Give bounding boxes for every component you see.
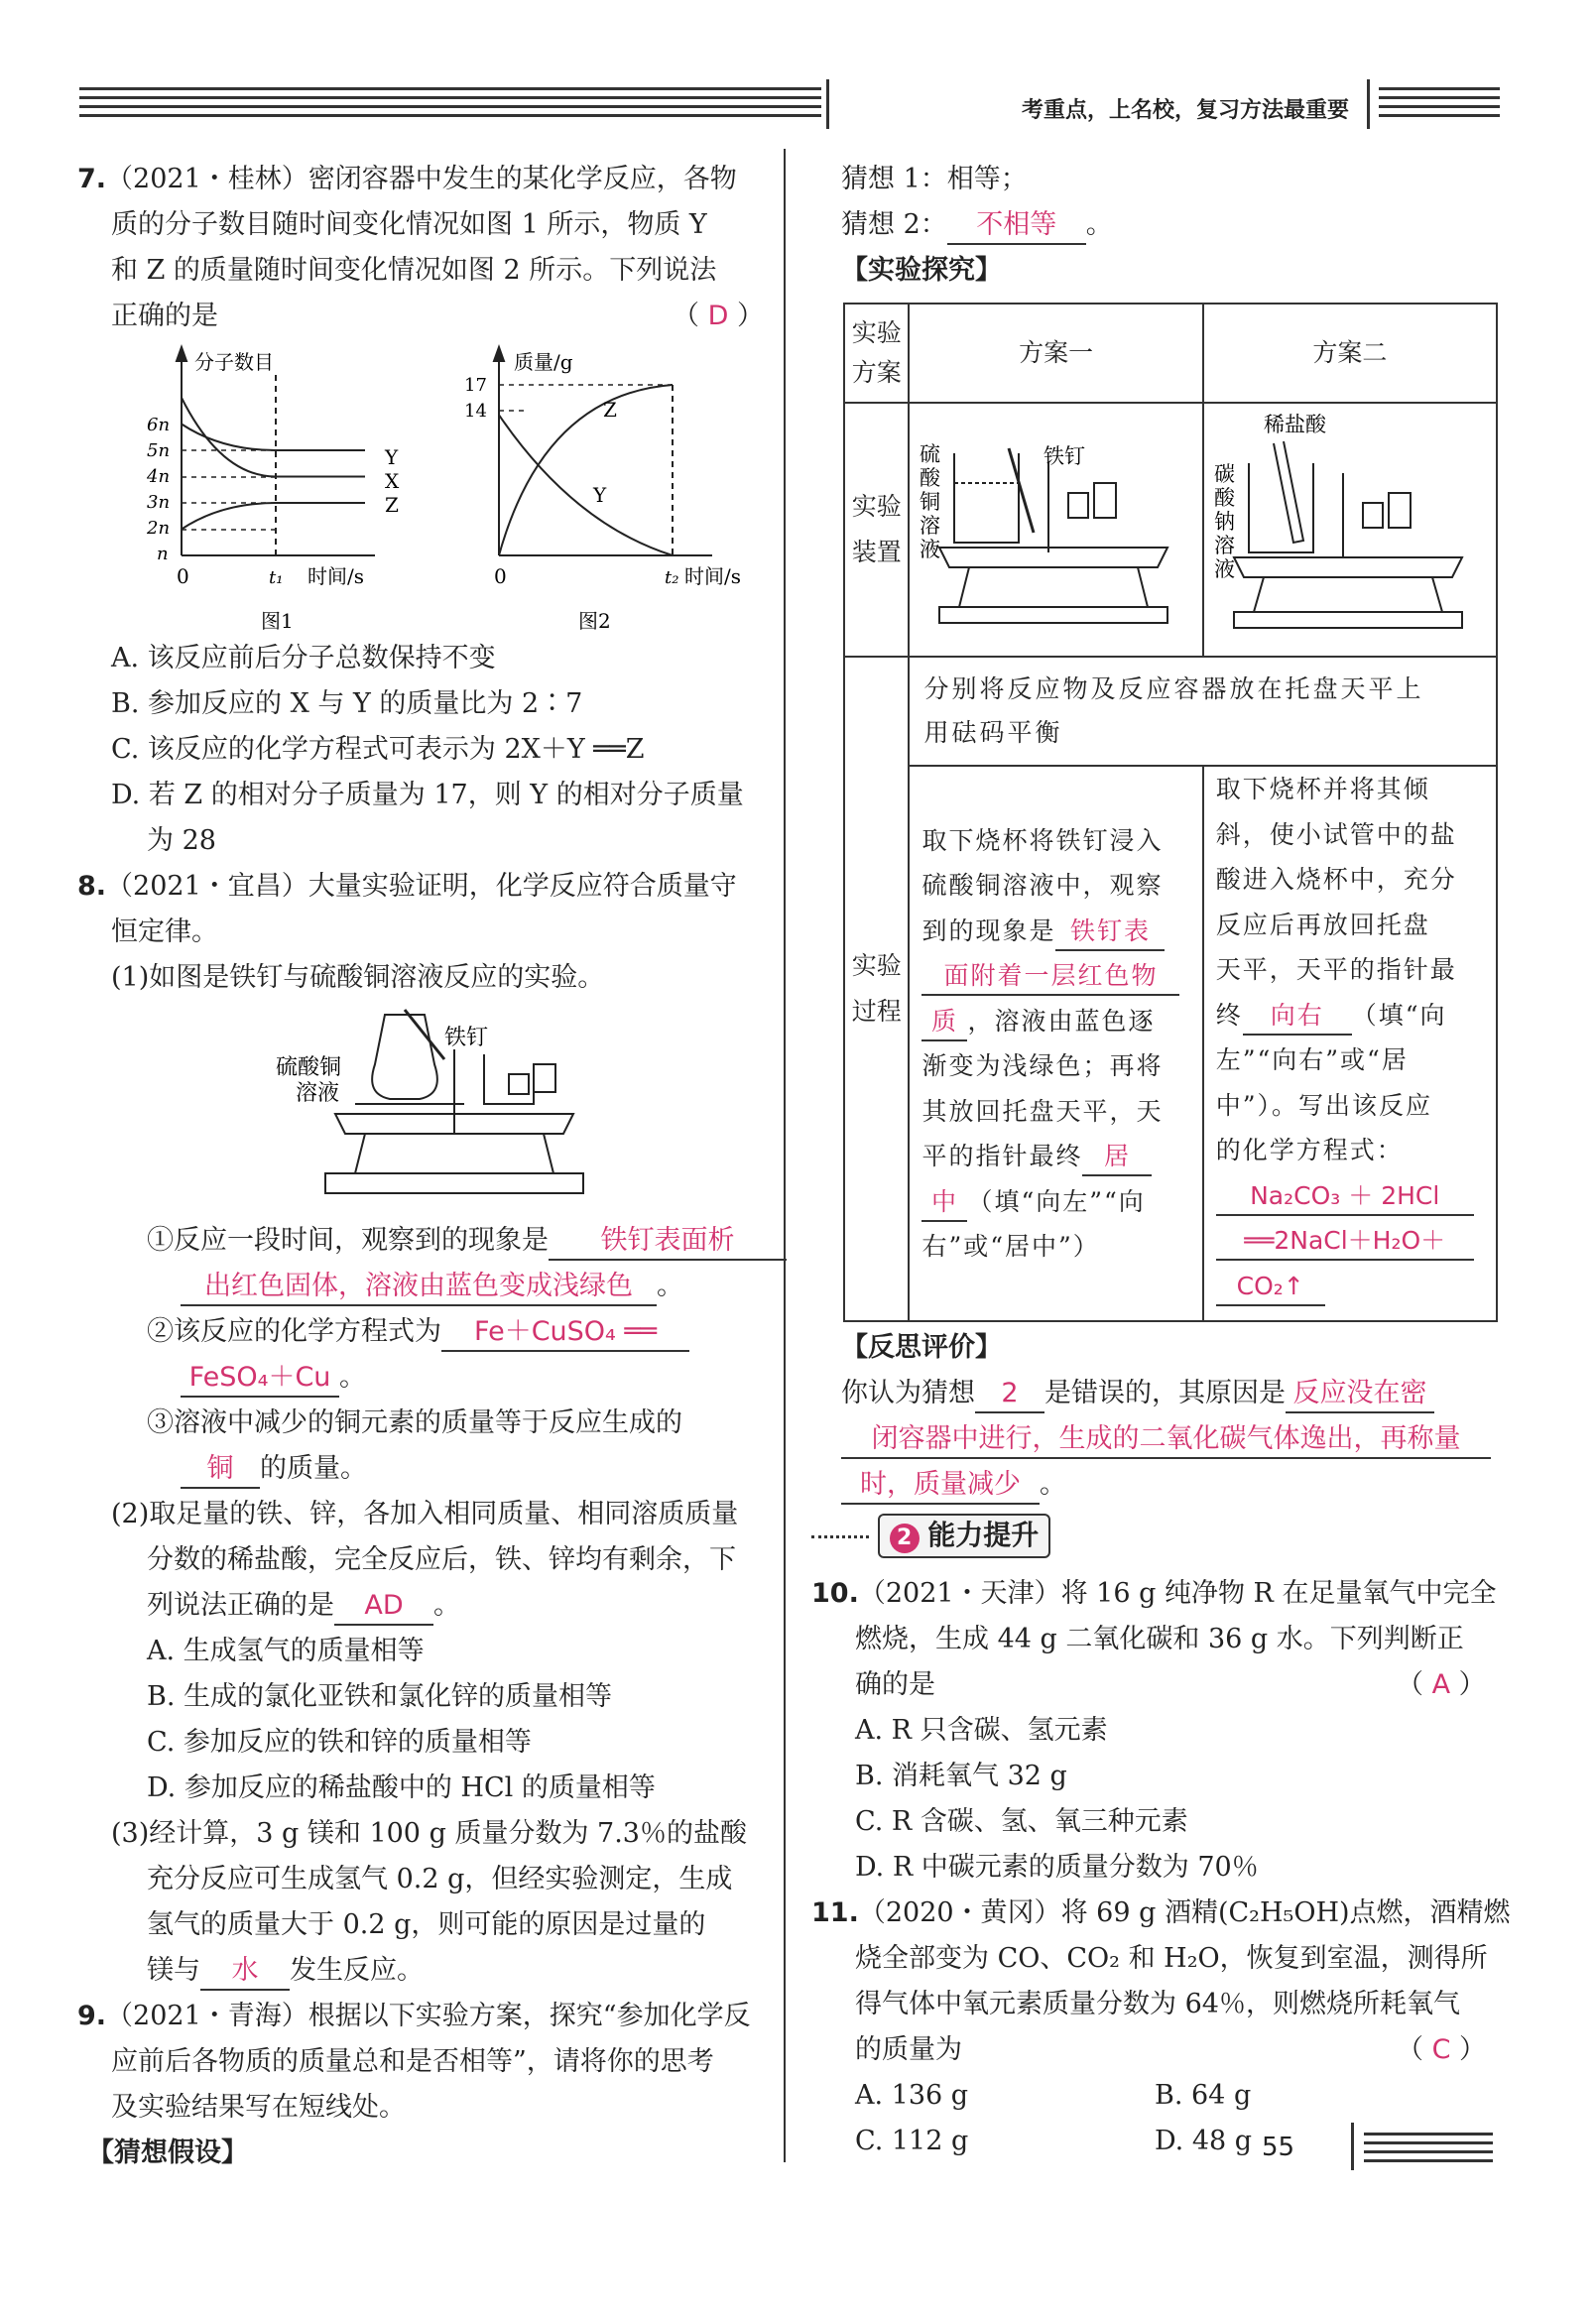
q9-guess-1: 猜想 1：相等； [841, 164, 1028, 194]
q8-p2-line1: (2)取足量的铁、锌，各加入相同质量、相同溶质质量 [111, 1499, 739, 1529]
q8-p3-line4 [147, 1948, 424, 1994]
experiment-table [843, 303, 1498, 1322]
q9-heading-hypothesis: 【猜想假设】 [87, 2137, 248, 2168]
q7-number: 7. [77, 164, 107, 194]
q7-figure-1 [137, 345, 434, 633]
fig2-t2: t₂ [665, 567, 679, 588]
q8-p3-line1: (3)经计算，3 g 镁和 100 g 质量分数为 7.3％的盐酸 [111, 1818, 747, 1849]
fig1-origin: 0 [177, 564, 189, 588]
q7-option-c[interactable]: C. 该反应的化学方程式可表示为 2X＋Y ══Z [111, 734, 645, 765]
q8-fig-label-solution: 溶液 [296, 1081, 340, 1106]
q10-source: （2021・天津） [858, 1578, 1061, 1609]
q10-stem: 将 16 g 纯净物 R 在足量氧气中完全 [1060, 1578, 1497, 1609]
plan2-answer-2[interactable]: Na₂CO₃ ＋ 2HCl [1216, 1178, 1474, 1216]
nail-icon [1009, 448, 1034, 533]
fig2-xlabel: 时间/s [684, 564, 742, 588]
q10-option-d[interactable]: D. R 中碳元素的质量分数为 70％ [855, 1852, 1259, 1883]
q7-line3: 和 Z 的质量随时间变化情况如图 2 所示。下列说法 [111, 255, 717, 286]
fig2-title: 图2 [578, 609, 611, 633]
header-divider [826, 79, 829, 129]
q9-guess-2-end: 。 [1085, 209, 1113, 240]
svg-text:稀盐酸: 稀盐酸 [1263, 413, 1326, 436]
q10-number: 10. [811, 1578, 859, 1609]
table-plan-1: 方案一 [909, 304, 1202, 403]
plan1-apparatus [910, 404, 1197, 642]
q8-s2-answer-2[interactable]: FeSO₄＋Cu [181, 1360, 339, 1398]
q7-line2: 质的分子数目随时间变化情况如图 1 所示，物质 Y [111, 209, 707, 240]
q8-s3-line1: ③溶液中减少的铜元素的质量等于反应生成的 [147, 1407, 682, 1438]
table-common-step: 分别将反应物及反应容器放在托盘天平上 用砝码平衡 [909, 657, 1497, 766]
header-rule-left [79, 87, 821, 123]
svg-text:溶: 溶 [1213, 534, 1235, 557]
q8-source: （2021・宜昌） [106, 871, 308, 902]
q9-source: （2021・青海） [106, 2001, 308, 2031]
fig1-xlabel: 时间/s [307, 564, 365, 588]
table-device-1 [909, 403, 1202, 657]
plan1-answer-1[interactable]: 铁钉表 [1055, 914, 1165, 951]
q10-answer-box: （ A ） [1397, 1669, 1486, 1700]
q11-line3: 得气体中氧元素质量分数为 64％，则燃烧所耗氧气 [855, 1989, 1460, 2019]
q9-stem: 根据以下实验方案，探究“参加化学反 [307, 2001, 751, 2031]
svg-text:铁钉: 铁钉 [1044, 444, 1086, 468]
fig1-t1: t₁ [269, 567, 284, 588]
beaker-icon [954, 453, 1019, 543]
fig1-ytick: 6n [147, 415, 171, 435]
q11-answer: C [1431, 2034, 1451, 2065]
table-header-process: 实验 过程 [844, 657, 909, 1321]
test-tube-icon [1274, 441, 1303, 543]
q11-answer-box: （ C ） [1397, 2034, 1487, 2065]
q8-s3-line2 [181, 1446, 367, 1492]
fig2-label-Y: Y [593, 483, 607, 507]
q11-line1 [811, 1891, 1511, 1936]
q11-option-a[interactable]: A. 136 g [855, 2080, 969, 2111]
q11-source: （2020・黄冈） [858, 1897, 1061, 1928]
q9-line3: 及实验结果写在短线处。 [111, 2092, 406, 2123]
section-number: 2 [890, 1524, 920, 1553]
q9-eval-reason-3[interactable]: 时，质量减少 [841, 1467, 1040, 1505]
fig1-series-Y [182, 425, 365, 451]
fig2-series-Y [499, 415, 673, 555]
fig1-ytick: 3n [147, 492, 171, 513]
q8-p2-option-a[interactable]: A. 生成氢气的质量相等 [147, 1636, 425, 1666]
fig2-y-arrow [494, 347, 504, 361]
svg-text:酸: 酸 [920, 466, 941, 490]
q8-s1-answer-1[interactable]: 铁钉表面析 [549, 1223, 787, 1261]
q8-s2-answer-1[interactable]: Fe＋CuSO₄ ══ [441, 1314, 689, 1352]
plan2-apparatus [1204, 404, 1492, 642]
q10-line3: 确的是 [855, 1669, 935, 1700]
q9-eval-line3 [841, 1462, 1066, 1508]
fig2-ytick: 17 [464, 375, 487, 396]
q10-option-c[interactable]: C. R 含碳、氢、氧三种元素 [855, 1806, 1188, 1837]
q10-option-b[interactable]: B. 消耗氧气 32 g [855, 1761, 1067, 1791]
q8-s2-line1 [147, 1309, 689, 1355]
table-header-scheme: 实验 方案 [844, 304, 909, 403]
q7-figure-2 [454, 345, 762, 633]
q8-p2-line3 [147, 1583, 460, 1629]
q7-option-d[interactable]: D. 若 Z 的相对分子质量为 17，则 Y 的相对分子质量 [111, 780, 744, 810]
column-divider [784, 149, 786, 2162]
q8-p2-end: 。 [433, 1590, 460, 1621]
table-process-1: 取下烧杯将铁钉浸入 硫酸铜溶液中，观察 到的现象是 铁钉表 面附着一层红色物 质 ，溶液由蓝色逐 渐变为浅绿色；再将 其放回托盘天平，天 平的指针最终 居 中 （填“向左”“向 右”或“居中”） [909, 766, 1202, 1321]
fig1-series-Z [182, 503, 365, 530]
fig2-ytick: 14 [464, 401, 487, 422]
header-title: 考重点，上名校，复习方法最重要 [1022, 98, 1350, 123]
svg-text:酸: 酸 [1213, 486, 1235, 510]
plan1-answer-3[interactable]: 质 [921, 1004, 967, 1041]
plan1-answer-4[interactable]: 居 [1082, 1139, 1152, 1176]
q7-option-b[interactable]: B. 参加反应的 X 与 Y 的质量比为 2∶7 [111, 688, 583, 719]
q8-p3-line2: 充分反应可生成氢气 0.2 g，但经实验测定，生成 [147, 1864, 733, 1894]
q10-line2: 燃烧，生成 44 g 二氧化碳和 36 g 水。下列判断正 [855, 1624, 1464, 1654]
q8-p2-option-b[interactable]: B. 生成的氯化亚铁和氯化锌的质量相等 [147, 1681, 613, 1712]
fig1-ylabel: 分子数目 [194, 350, 274, 374]
q9-eval-reason-1[interactable]: 反应没在密 [1286, 1376, 1434, 1413]
section-title: 能力提升 [927, 1519, 1040, 1551]
fig2-label-Z: Z [603, 398, 617, 422]
q8-s2-text: ②该反应的化学方程式为 [147, 1316, 441, 1347]
footer-rule [1364, 2133, 1493, 2168]
svg-text:溶: 溶 [920, 514, 941, 538]
table-process-2: 取下烧杯并将其倾 斜，使小试管中的盐 酸进入烧杯中，充分 反应后再放回托盘 天平，天平的指针最 终 向右 （填“向 左”“向右”或“居 中”）。写出该反应 的化学方程式： Na₂CO₃ ＋ 2HCl ══2NaCl＋H₂O＋ CO₂↑ [1203, 766, 1497, 1321]
svg-text:铜: 铜 [920, 490, 941, 514]
q8-p2-line2: 分数的稀盐酸，完全反应后，铁、锌均有剩余，下 [147, 1544, 736, 1575]
balance-base [1254, 577, 1442, 612]
q9-eval-text-2: 是错误的，其原因是 [1044, 1378, 1286, 1408]
q11-option-d[interactable]: D. 48 g [1155, 2126, 1253, 2156]
q9-guess-2-answer[interactable]: 不相等 [947, 207, 1086, 245]
q8-p2-option-c[interactable]: C. 参加反应的铁和锌的质量相等 [147, 1727, 532, 1758]
plan2-answer-4[interactable]: CO₂↑ [1216, 1269, 1325, 1306]
q7-option-a[interactable]: A. 该反应前后分子总数保持不变 [111, 643, 496, 673]
q9-eval-end: 。 [1040, 1469, 1066, 1500]
q8-fig-label-cuso4: 硫酸铜 [276, 1055, 342, 1080]
q8-s1-end: 。 [657, 1271, 683, 1301]
q8-line1 [77, 864, 737, 910]
q8-fig-label-nail: 铁钉 [444, 1026, 489, 1050]
page-number: 55 [1262, 2133, 1295, 2162]
header-rule-right [1379, 87, 1500, 123]
fig1-label-X: X [385, 469, 400, 493]
section-dotted-line [811, 1535, 869, 1538]
svg-text:硫: 硫 [920, 442, 941, 466]
q8-p2-answer[interactable]: AD [334, 1588, 433, 1626]
plan2-answer-1[interactable]: 向右 [1243, 998, 1352, 1036]
q7-line1 [77, 157, 737, 202]
table-device-2 [1203, 403, 1497, 657]
fig1-series-X [182, 398, 365, 477]
q10-line1 [811, 1571, 1496, 1617]
fig1-label-Y: Y [385, 445, 399, 469]
svg-text:液: 液 [920, 538, 941, 561]
fig2-ylabel: 质量/g [514, 350, 573, 374]
fig1-ytick: 4n [147, 466, 171, 487]
svg-text:液: 液 [1213, 557, 1235, 581]
q11-line2: 烧全部变为 CO、CO₂ 和 H₂O，恢复到室温，测得所 [855, 1943, 1488, 1974]
q9-line2: 应前后各物质的质量总和是否相等”，请将你的思考 [111, 2046, 714, 2077]
q8-s1-answer-2[interactable]: 出红色固体，溶液由蓝色变成浅绿色 [181, 1269, 657, 1306]
q7-answer-box: （ D ） [673, 301, 764, 331]
q8-s1-line2 [181, 1264, 683, 1309]
q9-line1 [77, 1994, 751, 2039]
q9-eval-text: 你认为猜想 [841, 1378, 975, 1408]
fig1-y-arrow [177, 347, 186, 361]
q9-eval-line1 [841, 1371, 1434, 1416]
footer-divider [1351, 2123, 1354, 2170]
q8-p2-option-d[interactable]: D. 参加反应的稀盐酸中的 HCl 的质量相等 [147, 1772, 656, 1803]
fig1-ytick: n [157, 544, 169, 564]
flask-icon [372, 1015, 437, 1099]
q9-heading-evaluation: 【反思评价】 [841, 1332, 1002, 1363]
balance-base [959, 567, 1148, 607]
q8-p3-answer[interactable]: 水 [200, 1953, 290, 1991]
q8-s2-line2 [181, 1355, 366, 1401]
header-divider-right [1367, 79, 1370, 129]
q7-answer: D [707, 301, 729, 331]
svg-text:钠: 钠 [1213, 510, 1235, 534]
q8-p3-line3: 氢气的质量大于 0.2 g，则可能的原因是过量的 [147, 1909, 706, 1940]
svg-text:碳: 碳 [1213, 462, 1235, 486]
table-plan-2: 方案二 [1203, 304, 1497, 403]
q8-s1-text: ①反应一段时间，观察到的现象是 [147, 1225, 549, 1256]
q10-option-a[interactable]: A. R 只含碳、氢元素 [855, 1715, 1108, 1746]
q9-guess-2 [841, 202, 1113, 248]
q7-option-d-cont: 为 28 [147, 825, 216, 856]
q7-source: （2021・桂林） [106, 164, 308, 194]
q7-line4: 正确的是 [111, 301, 218, 331]
fig1-ytick: 2n [147, 518, 171, 539]
q8-part1: (1)如图是铁钉与硫酸铜溶液反应的实验。 [111, 962, 605, 993]
q9-guess-2-text: 猜想 2： [841, 209, 947, 240]
q11-line4: 的质量为 [855, 2034, 962, 2065]
q11-stem: 将 69 g 酒精(C₂H₅OH)点燃，酒精燃 [1060, 1897, 1511, 1928]
q11-option-c[interactable]: C. 112 g [855, 2126, 969, 2156]
q9-eval-reason-2[interactable]: 闭容器中进行，生成的二氧化碳气体逸出，再称量 [841, 1421, 1491, 1459]
fig2-series-Z [499, 385, 673, 555]
plan2-answer-3[interactable]: ══2NaCl＋H₂O＋ [1216, 1223, 1474, 1261]
q8-p3-end: 发生反应。 [290, 1955, 424, 1986]
fig1-label-Z: Z [385, 493, 399, 517]
weight-icon [1068, 493, 1088, 518]
q8-s1-line1 [147, 1218, 787, 1264]
q9-eval-line2 [841, 1416, 1491, 1462]
q8-line2: 恒定律。 [111, 916, 218, 947]
fig1-ytick: 5n [147, 440, 171, 461]
q9-eval-answer[interactable]: 2 [975, 1376, 1044, 1413]
q8-s3-end: 的质量。 [260, 1453, 367, 1484]
weight-icon [1363, 503, 1383, 528]
section-ability-header [811, 1514, 1050, 1559]
q8-p3-text: 镁与 [147, 1955, 200, 1986]
q9-heading-experiment: 【实验探究】 [841, 255, 1002, 286]
q9-number: 9. [77, 2001, 107, 2031]
fig2-origin: 0 [494, 564, 507, 588]
q8-number: 8. [77, 871, 107, 902]
fig1-title: 图1 [261, 609, 294, 633]
q11-option-b[interactable]: B. 64 g [1155, 2080, 1252, 2111]
plan1-answer-5[interactable]: 中 [921, 1184, 967, 1222]
q8-p2-text: 列说法正确的是 [147, 1590, 334, 1621]
q11-number: 11. [811, 1897, 859, 1928]
plan1-answer-2[interactable]: 面附着一层红色物 [921, 958, 1179, 996]
q8-stem: 大量实验证明，化学反应符合质量守 [307, 871, 737, 902]
q8-balance-figure [276, 1005, 633, 1213]
q8-s2-end: 。 [339, 1362, 366, 1393]
q7-stem: 密闭容器中发生的某化学反应，各物 [307, 164, 737, 194]
q10-answer: A [1431, 1669, 1451, 1700]
table-header-device: 实验 装置 [844, 403, 909, 657]
q8-s3-answer[interactable]: 铜 [181, 1451, 260, 1489]
